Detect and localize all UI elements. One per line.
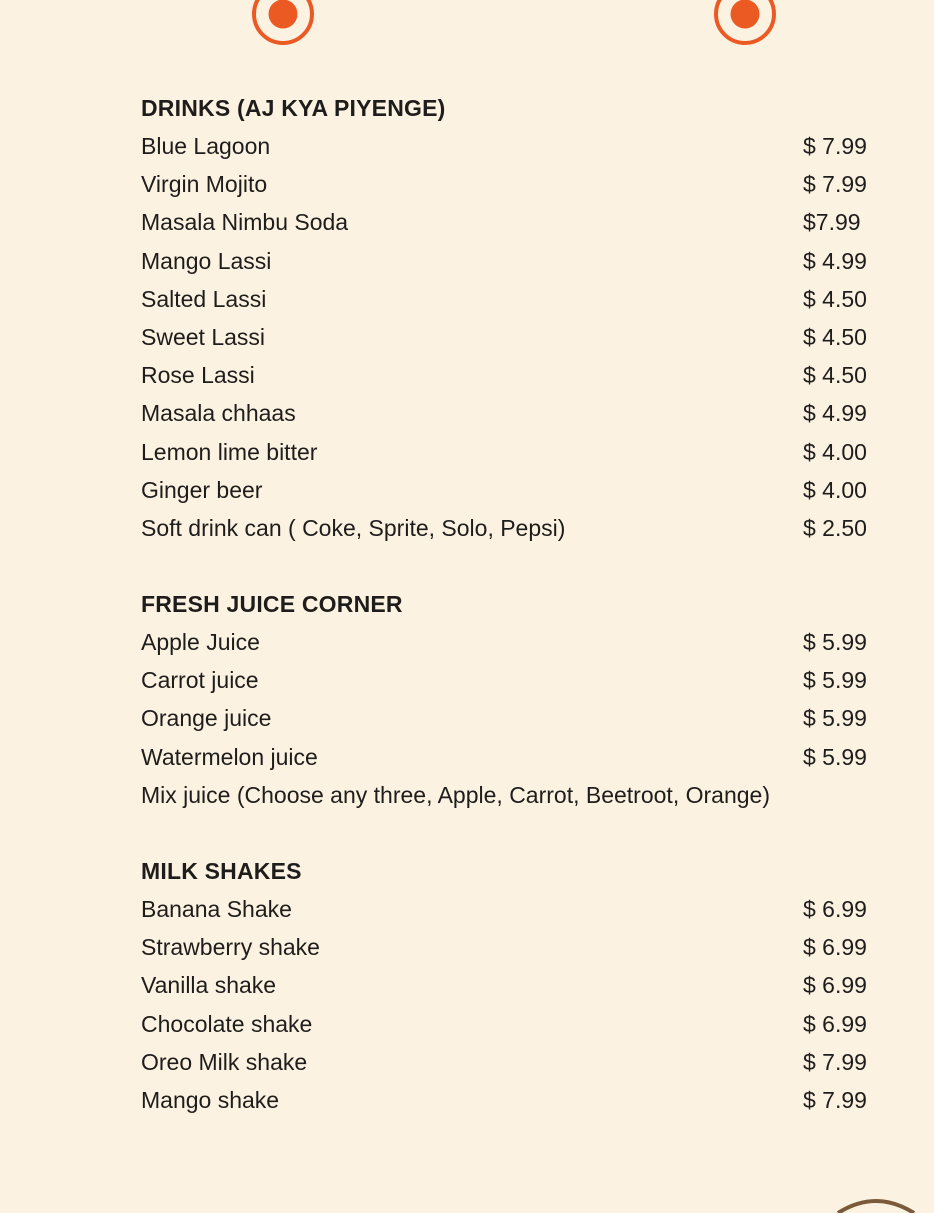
item-price: $ 4.50 <box>803 285 867 312</box>
item-name: Sweet Lassi <box>141 323 266 350</box>
section-drinks <box>141 89 875 547</box>
menu-item <box>141 394 875 432</box>
item-name: Blue Lagoon <box>141 133 271 159</box>
item-name: Vanilla shake <box>141 972 277 999</box>
item-name: Carrot juice <box>141 667 259 694</box>
item-price: $ 6.99 <box>803 972 867 999</box>
item-price: $ 2.50 <box>803 514 867 541</box>
item-name: Rose Lassi <box>141 362 255 389</box>
menu-item <box>141 738 875 776</box>
item-price: $ 5.99 <box>803 705 867 732</box>
menu-item <box>141 471 875 509</box>
item-name: Oreo Milk shake <box>141 1048 308 1075</box>
menu-item <box>141 127 875 165</box>
section-title: DRINKS (AJ KYA PIYENGE) <box>141 95 446 121</box>
menu-item <box>141 661 875 699</box>
item-name: Apple Juice <box>141 629 260 656</box>
item-name: Salted Lassi <box>141 285 267 312</box>
item-price: $ 4.00 <box>803 476 867 503</box>
item-price: $ 6.99 <box>803 1010 867 1037</box>
item-name: Orange juice <box>141 705 272 732</box>
menu-item <box>141 318 875 356</box>
item-name: Watermelon juice <box>141 743 318 770</box>
item-name: Lemon lime bitter <box>141 438 318 465</box>
menu-item <box>141 509 875 547</box>
item-name: Masala chhaas <box>141 400 296 427</box>
menu-item <box>141 242 875 280</box>
item-name: Chocolate shake <box>141 1010 313 1037</box>
item-price: $ 4.99 <box>803 400 867 427</box>
section-title: MILK SHAKES <box>141 858 302 884</box>
item-name: Ginger beer <box>141 476 263 503</box>
item-name: Mango shake <box>141 1086 280 1113</box>
item-price: $ 4.99 <box>803 247 867 274</box>
item-name: Banana Shake <box>141 896 292 922</box>
item-name: Mango Lassi <box>141 247 272 274</box>
item-price: $ 6.99 <box>803 934 867 961</box>
menu-item <box>141 776 875 814</box>
orange-ring-dot-icon <box>251 0 315 46</box>
menu-item <box>141 966 875 1004</box>
orange-ring-dot-icon <box>713 0 777 46</box>
item-price: $ 5.99 <box>803 629 867 656</box>
item-price: $ 5.99 <box>803 667 867 694</box>
menu-item <box>141 1081 875 1119</box>
item-name: Masala Nimbu Soda <box>141 209 349 236</box>
item-price: $ 5.99 <box>803 743 867 770</box>
menu-item <box>141 280 875 318</box>
item-name: Strawberry shake <box>141 934 320 961</box>
item-price: $ 7.99 <box>803 133 867 159</box>
item-name: Mix juice (Choose any three, Apple, Carrot, Beetroot, Orange) <box>141 781 770 808</box>
menu-item <box>141 890 875 928</box>
menu-item <box>141 165 875 203</box>
section-milk-shakes <box>141 852 875 1119</box>
menu-item <box>141 433 875 471</box>
item-name: Virgin Mojito <box>141 171 268 198</box>
item-price: $ 7.99 <box>803 171 867 198</box>
menu <box>141 89 875 1157</box>
item-price: $ 4.50 <box>803 362 867 389</box>
item-price: $ 7.99 <box>803 1086 867 1113</box>
menu-item <box>141 1005 875 1043</box>
item-price: $7.99 <box>803 209 861 236</box>
item-price: $ 6.99 <box>803 896 867 922</box>
section-fresh-juice <box>141 585 875 814</box>
item-name: Soft drink can ( Coke, Sprite, Solo, Pepsi) <box>141 514 566 541</box>
menu-item <box>141 699 875 737</box>
item-price: $ 7.99 <box>803 1048 867 1075</box>
item-price: $ 4.00 <box>803 438 867 465</box>
corner-ornament-icon <box>836 1193 916 1213</box>
menu-item <box>141 1043 875 1081</box>
section-title: FRESH JUICE CORNER <box>141 591 403 618</box>
menu-item <box>141 928 875 966</box>
menu-item <box>141 623 875 661</box>
menu-item <box>141 203 875 241</box>
menu-item <box>141 356 875 394</box>
item-price: $ 4.50 <box>803 323 867 350</box>
